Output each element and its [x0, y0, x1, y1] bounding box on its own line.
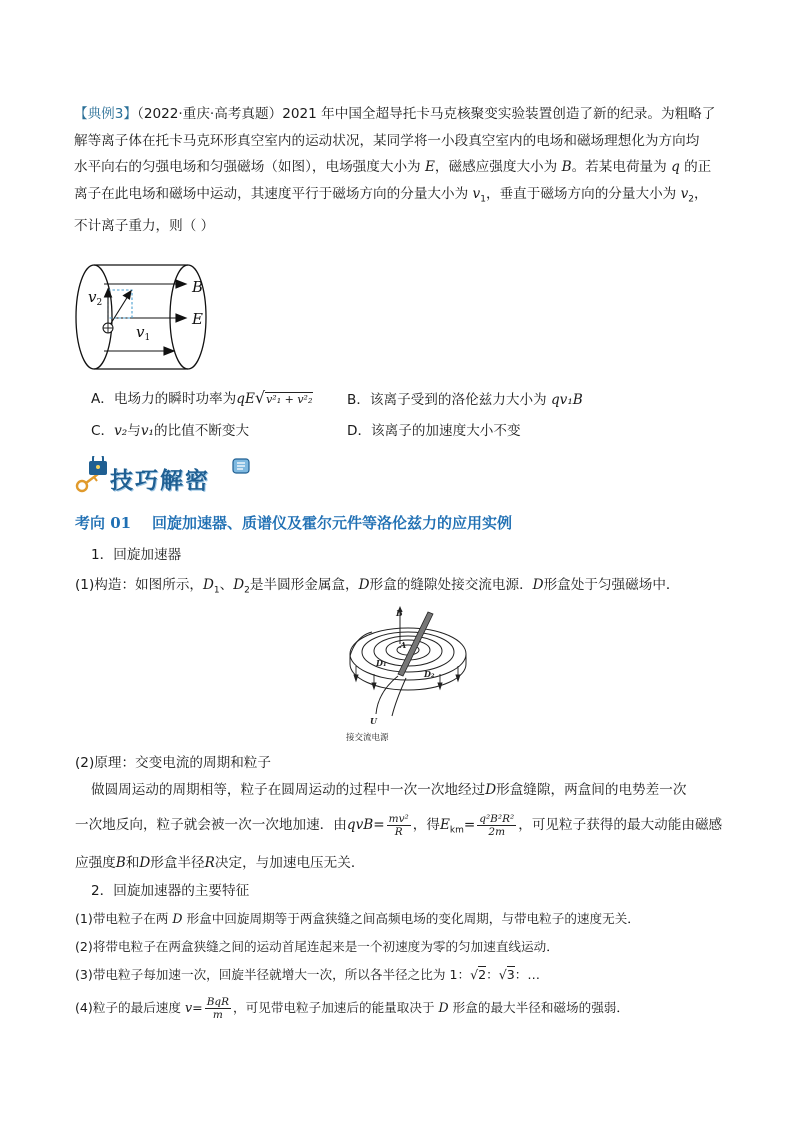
- principle-text-e: ，可见粒子获得的最大动能由磁感: [518, 817, 723, 833]
- principle-text-b: 形盒缝隙，两盒间的电势差一次: [496, 782, 687, 798]
- cyclotron-principle-line-2: [91, 777, 686, 804]
- option-a-sqrt-content: v²₁ + v²₂: [266, 393, 313, 406]
- principle-text-f: 应强度: [75, 855, 116, 871]
- option-c-and: 与: [127, 423, 141, 439]
- feature-3-text-b: ：…: [514, 967, 540, 982]
- feature-3-sep: ：: [486, 967, 499, 982]
- field-arrow-top: [176, 280, 186, 288]
- symbol-v2-sub: 2: [688, 194, 695, 205]
- option-c[interactable]: [91, 421, 249, 441]
- eq-Ekm: E: [439, 817, 450, 833]
- option-c-v1: v₁: [140, 423, 154, 439]
- cyclotron-structure: [75, 572, 680, 604]
- sqrt-icon: √: [470, 967, 479, 982]
- option-c-v2: v₂: [114, 423, 128, 439]
- example-text-3d: 的正: [679, 159, 712, 175]
- feature-4: [75, 995, 629, 1022]
- example-text-3c: 。若某电荷量为: [571, 159, 672, 175]
- example-line-3: [74, 154, 734, 181]
- sqrt-icon: √: [254, 388, 266, 407]
- feature-2: (2)将带电粒子在两盒狭缝之间的运动首尾连起来是一个初速度为零的匀加速直线运动．: [75, 939, 559, 954]
- feature-4-text-c: 形盒的最大半径和磁场的强弱．: [448, 1000, 629, 1015]
- symbol-v1: v: [472, 185, 481, 202]
- fig-label-B: B: [396, 608, 403, 618]
- example-text-4b: ，垂直于磁场方向的分量大小为: [485, 185, 681, 202]
- feature-1-text-a: (1)带电粒子在两: [75, 911, 173, 926]
- feature-4-sym-v: v: [185, 1000, 193, 1015]
- feature-4-sym-D: D: [438, 1000, 449, 1015]
- fig-label-D2: D₂: [424, 669, 435, 679]
- principle-sym-B: B: [115, 855, 126, 871]
- resultant-arrow: [124, 291, 132, 299]
- feature-4-text-a: (4)粒子的最后速度: [75, 1000, 185, 1015]
- sym-D-again: D: [532, 577, 544, 593]
- example-line-5: 不计离子重力，则（ ）: [74, 217, 215, 234]
- label-v2: $v_2$: [88, 288, 103, 308]
- example-line-1: [74, 101, 734, 128]
- example-block: [74, 101, 734, 239]
- structure-text-c: 形盒的缝隙处接交流电源．: [369, 577, 533, 593]
- structure-text-a: (1)构造：如图所示，: [75, 577, 204, 593]
- sym-D1: D: [203, 577, 214, 593]
- section-subtitle: 考向 01 回旋加速器、质谱仪及霍尔元件等洛伦兹力的应用实例: [75, 514, 512, 532]
- option-b-formula: qv₁B: [550, 392, 583, 408]
- fig-label-U: U: [370, 716, 377, 726]
- feature-4-eq: =: [192, 1000, 203, 1015]
- eq-equals: =: [463, 817, 476, 833]
- frac3-numerator: BqR: [206, 996, 230, 1008]
- cylinder-field-figure: [70, 260, 220, 376]
- option-a-formula: qE: [236, 391, 255, 407]
- frac1-denominator: R: [394, 825, 403, 838]
- structure-sep: 、: [219, 577, 234, 593]
- field-arrow-bottom: [164, 347, 174, 355]
- sym-D2: D: [233, 577, 245, 593]
- cylinder-front-ellipse: [76, 265, 112, 369]
- sqrt-icon: √: [498, 967, 507, 982]
- example-line-4: [74, 181, 734, 213]
- option-c-rest: 的比值不断变大: [153, 423, 250, 439]
- principle-text-h: 形盒半径: [150, 855, 205, 871]
- eq-Ekm-sub: km: [449, 825, 464, 836]
- feature-1: [75, 906, 640, 933]
- feature-3-sqrt3: 3: [506, 967, 515, 982]
- option-b[interactable]: [347, 390, 583, 410]
- symbol-v2: v: [680, 185, 689, 202]
- section-title: 技巧解密: [110, 468, 210, 494]
- example-text-4c: ，: [694, 185, 708, 202]
- cyclotron-item-1: 1．回旋加速器: [91, 547, 182, 563]
- principle-sym-D: D: [485, 782, 497, 798]
- cyclotron-figure: [336, 604, 476, 744]
- feature-4-text-b: ，可见带电粒子加速后的能量取决于: [233, 1000, 439, 1015]
- fig-label-D1: D₁: [376, 658, 387, 668]
- principle-sym-R: R: [204, 855, 215, 871]
- fraction-Ekm: [477, 813, 516, 838]
- structure-text-d: 形盒处于匀强磁场中．: [543, 577, 680, 593]
- feature-1-text-b: 形盒中回旋周期等于两盒狭缝之间高频电场的变化周期，与带电粒子的速度无关．: [182, 911, 640, 926]
- example-text-3b: ，磁感应强度大小为: [434, 159, 562, 175]
- example-tag: 【典例3】: [74, 106, 138, 122]
- example-text-4a: 离子在此电场和磁场中运动，其速度平行于磁场方向的分量大小为: [74, 185, 473, 202]
- sym-D: D: [358, 577, 370, 593]
- symbol-E: E: [424, 159, 435, 175]
- eq-qvB: qvB=: [346, 817, 385, 833]
- cyclotron-item-2: 2．回旋加速器的主要特征: [91, 883, 250, 899]
- feature-3: [75, 962, 540, 989]
- fraction-BqR-m: [205, 996, 231, 1021]
- label-B: B: [192, 278, 204, 296]
- principle-text-a: 做圆周运动的周期相等，粒子在圆周运动的过程中一次一次地经过: [91, 782, 486, 798]
- book-icon: [232, 458, 250, 474]
- option-d[interactable]: D．该离子的加速度大小不变: [347, 423, 521, 439]
- principle-text-i: 决定，与加速电压无关．: [214, 855, 365, 871]
- feature-3-sqrt2: 2: [478, 967, 487, 982]
- symbol-v1-sub: 1: [480, 194, 486, 205]
- fig-caption: 接交流电源: [346, 733, 389, 743]
- cyclotron-principle-line-3: [75, 812, 722, 844]
- example-source: （2022·重庆·高考真题）: [137, 106, 283, 122]
- frac2-numerator: q²B²R²: [479, 812, 515, 825]
- principle-text-g: 和: [125, 855, 140, 871]
- option-c-prefix: C．: [91, 423, 115, 439]
- example-line-2: 解等离子体在托卡马克环形真空室内的运动状况，某同学将一小段真空室内的电场和磁场理想化为方向均: [74, 132, 700, 149]
- symbol-q: q: [671, 159, 680, 175]
- principle-sym-D2: D: [139, 855, 151, 871]
- option-a-label: A．电场力的瞬时功率为: [91, 391, 237, 407]
- sym-D2-sub: 2: [244, 585, 250, 596]
- frac3-denominator: m: [212, 1009, 223, 1021]
- symbol-B: B: [561, 159, 572, 175]
- example-text-1: 2021 年中国全超导托卡马克核聚变实验装置创造了新的纪录。为粗略了: [282, 106, 716, 122]
- sym-D1-sub: 1: [213, 585, 220, 596]
- feature-1-sym-D: D: [172, 911, 183, 926]
- example-text-3a: 水平向右的匀强电场和匀强磁场（如图），电场强度大小为: [74, 159, 425, 175]
- cyclotron-principle: (2)原理：交变电流的周期和粒子: [75, 755, 271, 771]
- option-a[interactable]: [91, 388, 313, 410]
- structure-text-b: 是半圆形金属盒，: [249, 577, 359, 593]
- frac2-denominator: 2m: [488, 825, 506, 838]
- cyclotron-principle-line-4: [75, 850, 364, 877]
- label-v1: $v_1$: [136, 323, 151, 343]
- frac1-numerator: mv²: [388, 812, 409, 825]
- principle-text-d: ，得: [412, 817, 440, 833]
- key-lock-icon: [72, 456, 112, 496]
- fig-label-A: A: [400, 640, 407, 650]
- option-b-label: B．该离子受到的洛伦兹力大小为: [347, 392, 551, 408]
- field-arrow-mid: [176, 314, 186, 322]
- label-E: E: [192, 310, 203, 328]
- fraction-mv2-R: [387, 813, 411, 838]
- feature-3-text-a: (3)带电粒子每加速一次，回旋半径就增大一次，所以各半径之比为 1：: [75, 967, 471, 982]
- principle-text-c: 一次地反向，粒子就会被一次一次地加速．由: [75, 817, 347, 833]
